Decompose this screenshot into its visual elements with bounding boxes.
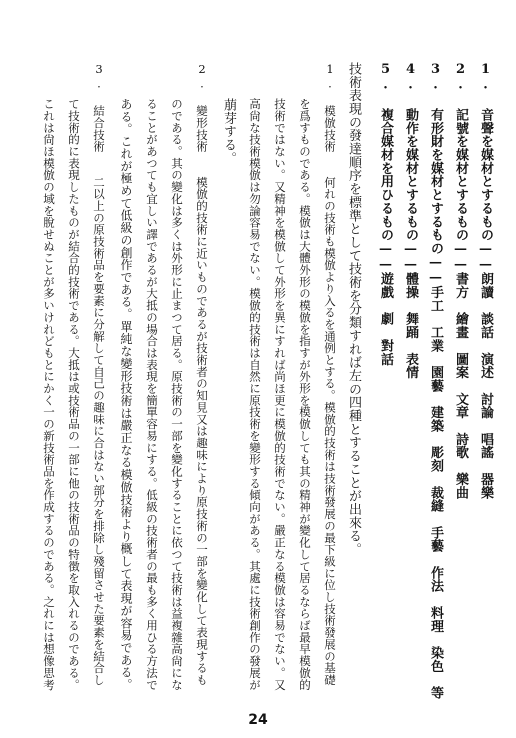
- list-item-5: 5. 複合媒材を用ひるもの——遊戲 劇 對話: [378, 62, 393, 366]
- list-item-1: 1. 音聲を媒材とするもの——朗讀 談話 演述 討論 唱謠 器樂: [478, 62, 493, 500]
- section-3-line: これは尙ほ模倣の域を脫せぬことが多いけれどもとにかく一の新技術品を作成するのである。之れには想像思考: [42, 98, 56, 691]
- section-3-line: て技術的に表現したものが結合的技術である。大抵は或技術品の一部に他の技術品の特徴を取入れるのである。: [67, 98, 81, 691]
- paragraph-line: 技術表現の發達順序を標準として技術を分類すれば左の四種とすることが出來る。: [346, 62, 361, 556]
- section-1-line: 萠芽する。: [221, 98, 236, 165]
- list-item-4: 4. 動作を媒材とするもの——體操 舞踊 表情: [403, 62, 418, 380]
- list-item-3: 3. 有形財を媒材とするもの——手工 工業 園藝 建築 彫刻 裁縫 手藝 作法 料理 染色 等: [428, 62, 443, 700]
- section-2-line: のである。其の變化は多くは外形に止まつて居る。原技術の一部を變化することに依つて技術は益複雜高尙にな: [170, 98, 184, 691]
- section-1-line: 1. 模倣技術 何れの技術も模倣より入るを通例とする。模倣的技術は技術發展の最下級に位し技術發展の基礎: [323, 62, 337, 686]
- list-item-2: 2. 記號を媒材とするもの——書方 繪畫 圖案 文章 詩歌 樂曲: [453, 62, 468, 500]
- section-2-line: 2. 變形技術 模倣的技術に近いものであるが技術者の知見又は趣味により原技術の一部を變化して表現するも: [195, 62, 209, 686]
- page-number: 24: [248, 712, 268, 728]
- section-1-line: 技術ではない。又精神を模倣して外形を異にすれば尚ほ更に模倣的技術でない。嚴正なる模倣は容易でない。又: [273, 98, 287, 691]
- section-3-line: 3. 結合技術 二以上の原技術品を要素に分解して自己の趣味に合はない部分を排除し殘留させた要素を結合し: [92, 62, 106, 686]
- section-1-line: 高尙な技術模倣は勿論容易でない。模倣的技術は自然に原技術を變形する傾向がある。其處に技術創作の發展が: [248, 98, 262, 691]
- section-1-line: を爲すものである。模倣は大體外形の模倣を指すが外形を模倣しても其の精神が變化して居るならば最早模倣的: [298, 98, 312, 691]
- section-2-line: ることがあつても宜しい譯であるが大抵の場合は表現を簡單容易にする。低級の技術者の最も多く用ひる方法で: [145, 98, 159, 691]
- section-2-line: ある。これが極めて低級の創作である。單純な變形技術は嚴正なる模倣技術より概して表現が容易である。: [119, 98, 133, 691]
